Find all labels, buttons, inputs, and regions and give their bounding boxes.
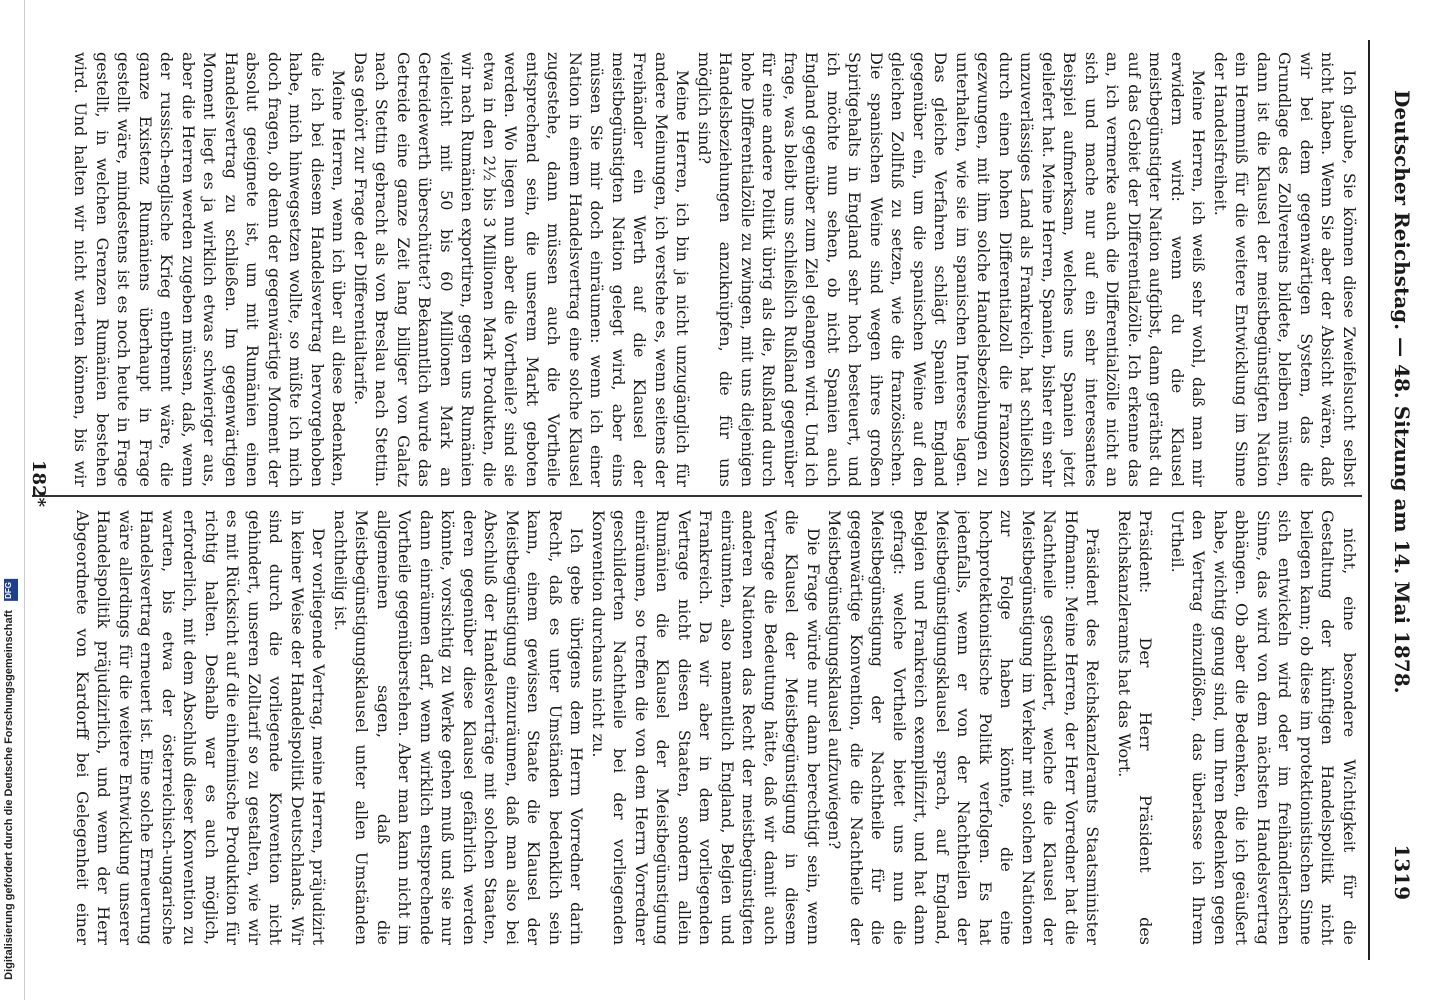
- paragraph: nicht, eine besondere Wichtigkeit für die Gestaltung der künftigen Handelspolitik nicht beilegen kann; ob diese im protektionistischen Sinne sich entwickeln wird oder im freihändlerischen Sinne, das wird von dem nächsten Handelsvertrag abhängen. Ob aber die Bedenken, die ich geäußert habe, wichtig genug sind, um Ihren Bedenken gegen den Vertrag einzuflößen, das überlasse ich Ihrem Urtheil.: [1168, 510, 1359, 945]
- dfg-logo: DFG: [4, 579, 18, 601]
- watermark-text: Digitalisierung gefördert durch die Deutsche Forschungsgemeinschaft DFG: [3, 579, 18, 980]
- page-header: [1372, 40, 1424, 960]
- right-column: [70, 510, 1360, 945]
- speaker-paragraph: Präsident: Der Herr Präsident des Reichskanzleramts hat das Wort.: [1115, 510, 1156, 945]
- paragraph: Der vorliegende Vertrag, meine Herren, präjudizirt in keiner Weise der Handelspolitik Deutschlands. Wir sind durch die vorliegende Konvention nicht gehindert, unseren Zolltarif so zu gestalten, wie wir es mit Rücksicht auf die einheimische Produktion für richtig halten. Deshalb war es auch möglich, erforderlich, mit dem Abschluß dieser Konvention zu warten, bis etwa der österreichisch-ungarische Handelsvertrag erneuert ist. Eine solche Erneuerung wäre allerdings für die weitere Entwicklung unserer Handelspolitik präjudizirlich, und wenn der Herr Abgeordnete von Kardorff bei Gelegenheit einer: [73, 510, 329, 945]
- paragraph: Meine Herren, wenn ich über all diese Bedenken, die ich bei diesem Handelsvertrag hervorgehoben habe, mich hinwegsetzen wollte, so müßte ich mich doch fragen, ob denn der gegenwärtige Moment der absolut geeignete ist, um mit Rumänien einen Handelsvertrag zu schließen. Im gegenwärtigen Moment liegt es ja wirklich etwas schwieriger aus, aber die Herren werden zugeben müssen, daß, wenn der russisch-englische Krieg entbrennt wäre, die ganze Existenz Rumäniens überhaupt in Frage gestellt wäre, mindestens ist es noch heute in Frage gestellt, in welchen Grenzen Rumänien bestehen wird. Und halten wir nicht warten können, bis wir: [71, 52, 349, 487]
- left-column: [70, 52, 1360, 487]
- column-divider: [32, 495, 1362, 497]
- sheet-signature: 182*: [28, 460, 49, 507]
- paragraph: Meine Herren, ich weiß sehr wohl, daß man mir erwidern wird: wenn du die Klausel meistbegünstigter Nation aufgibst, dann geräthst du auf das Gebiet der Differentialzölle. Ich erkenne das an, ich vermerke auch die Differentialzölle nicht an sich und mache nur auf ein sehr interessantes Beispiel aufmerksam, welches uns Spanien jetzt geliefert hat. Meine Herren, Spanien, bisher ein sehr unzuverlässiges Land als Frankreich, hat schließlich durch einen hohen Differentialzoll die Franzosen gezwungen, mit ihm solche Handelsbeziehungen zu unterhalten, wie sie im spanischen Interesse lagen. Das gleiche Verfahren schlägt Spanien England gegenüber ein, um die spanischen Weine auf den gleichen Zollfuß zu setzen, wie die französischen. Die spanischen Weine sind wegen ihres großen Spiritgehalts in England sehr hoch besteuert, und ich möchte nun sehen, ob nicht Spanien auch England gegenüber zum Ziel gelangen wird. Und ich frage, was bleibt uns schließlich Rußland gegenüber für eine andere Politik übrig als die, Rußland durch hohe Differentialzölle zu zwingen, mit uns diejenigen Handelsbeziehungen anzuknüpfen, die für uns möglich sind?: [695, 52, 1209, 487]
- speaker-paragraph: Präsident des Reichskanzleramts Staatsminister Hofmann: Meine Herren, der Herr Vorredner hat die Nachtheile geschildert, welche die Klausel der Meistbegünstigung im Verkehr mit solchen Nationen zur Folge haben könnte, die eine hochprotektionistische Politik verfolgen. Es hat jedenfalls, wenn er von der Nachtheilen der Meistbegünstigungsklausel sprach, auf England, Belgien und Frankreich exemplifizirt, und hat dann gefragt: welche Vortheile bietet uns nun die Meistbegünstigung der Nachtheile für die gegenwärtige Konvention, die die Nachtheile der Meistbegünstigungsklausel aufzuwiegen?: [825, 510, 1103, 945]
- paragraph: Meine Herren, ich bin ja nicht unzugänglich für andere Meinungen, ich verstehe es, wenn seitens der Freihändler ein Werth auf die Klausel der meistbegünstigten Nation gelegt wird, aber eins müssen Sie mir doch einräumen: wenn ich einer Nation in einem Handelsvertrag eine solche Klausel zugestehe, dann müssen auch die Vortheile entsprechend sein, die unserem Markt geboten werden. Wo liegen nun aber die Vortheile? sind sie etwa in den 2½ bis 3 Millionen Mark Produkten, die wir nach Rumänien exportiren, gegen uns Rumänien vielleicht mit 50 bis 60 Millionen Mark an Getreidewerth überschüttet? Bekanntlich wurde das Getreide eine ganze Zeit lang billiger von Galatz nach Stettin gebracht als von Breslau nach Stettin. Das gehört zur Frage der Differentialtarife.: [351, 52, 693, 487]
- paragraph: Die Frage würde nur dann berechtigt sein, wenn die Klausel der Meistbegünstigung in diesem Vertrage die Bedeutung hätte, daß wir damit auch anderen Nationen das Recht der meistbegünstigten einräumten, also namentlich England, Belgien und Frankreich. Da wir aber in dem vorliegenden Vertrage nicht diesen Staaten, sondern allein Rumänien die Klausel der Meistbegünstigung einräumen, so treffen die von dem Herrn Vorredner geschilderten Nachtheile bei der vorliegenden Konvention durchaus nicht zu.: [589, 510, 823, 945]
- header-running-title: Deutscher Reichstag. — 48. Sitzung am 14. Mai 1878.: [1390, 90, 1414, 694]
- paragraph: Ich glaube, Sie können diese Zweifelsucht selbst nicht haben. Wenn Sie aber der Absicht wären, daß wir bei dem gegenwärtigen System, das die Grundlage des Zollvereins bildete, bleiben müssen, dann ist die Klausel der meistbegünstigten Nation ein Hemmniß für die weitere Entwicklung im Sinne der Handelsfreiheit.: [1211, 52, 1359, 487]
- page-number: 1319: [1390, 844, 1414, 900]
- paragraph: Ich gebe übrigens dem Herrn Vorredner darin Recht, daß es unter Umständen bedenklich sein kann, einem gewissen Staate die Klausel der Meistbegünstigung einzuräumen, daß man also bei Abschluß der Handelsverträge mit solchen Staaten, deren gegenüber diese Klausel gefährlich werden könnte, vorsichtig zu Werke gehen muß und sie nur dann einräumen darf, wenn wirklich entsprechende Vortheile gegenüberstehen. Aber man kann nicht im allgemeinen sagen, daß die Meistbegünstigungsklausel unter allen Umständen nachtheilig ist.: [331, 510, 587, 945]
- header-rule: [1368, 40, 1370, 960]
